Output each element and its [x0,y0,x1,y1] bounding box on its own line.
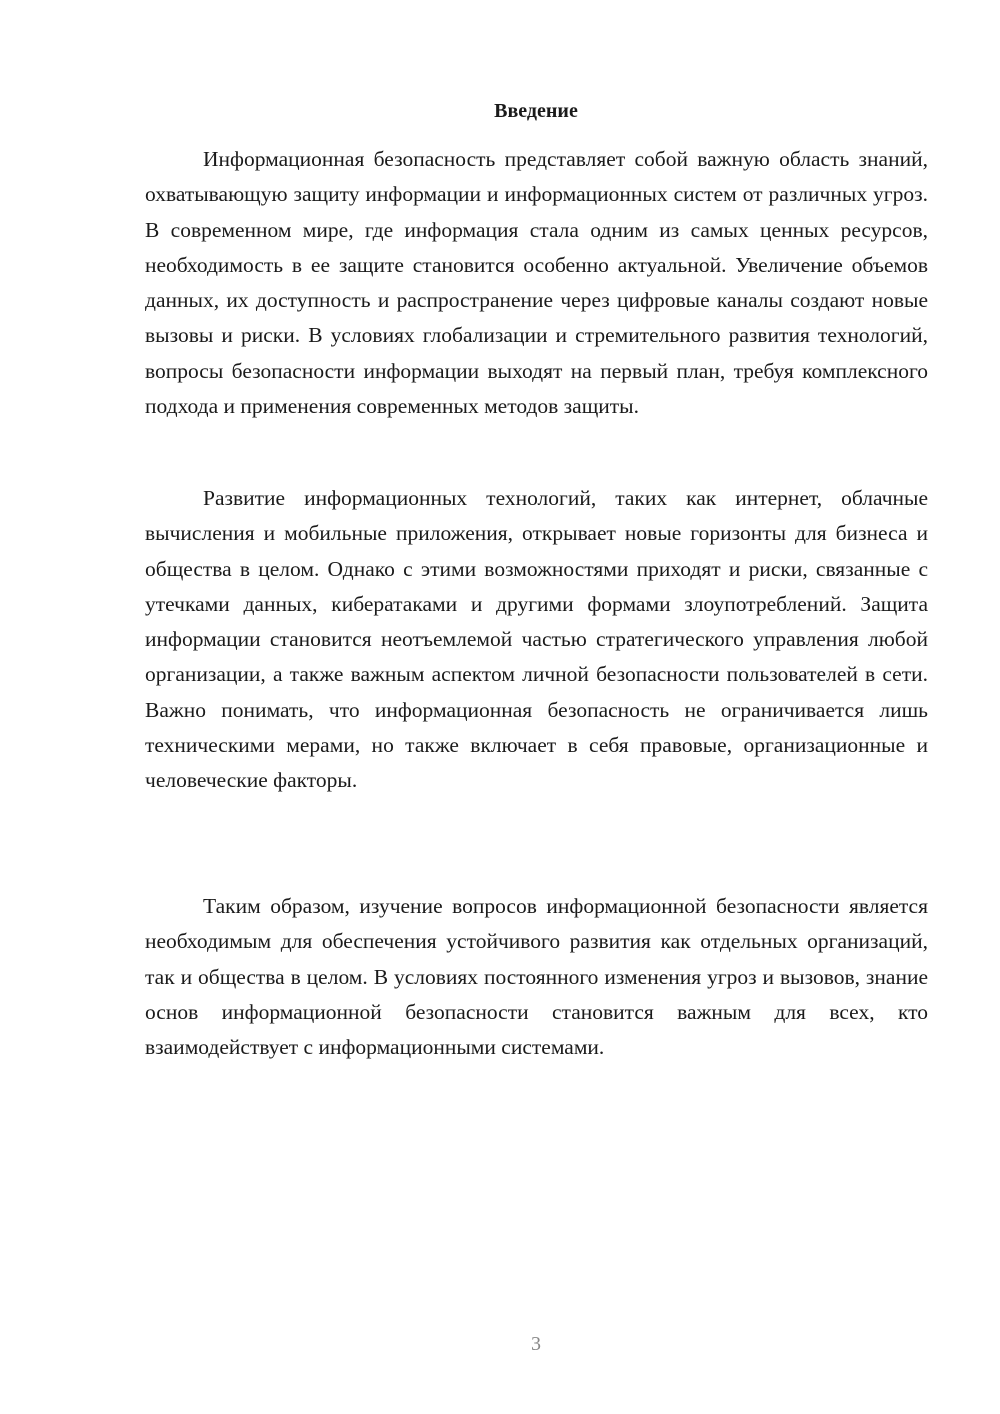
page-number: 3 [531,1333,541,1355]
section-heading: Введение [494,100,578,122]
paragraph-3: Таким образом, изучение вопросов информационной безопасности является необходимым для обеспечения устойчивого развития как отдельных организаций, так и общества в целом. В условиях постоянного изменения угроз и вызовов, знание основ информационной безопасности становится важным для всех, кто взаимодействует с информационными системами. [145,894,928,1060]
paragraph-1: Информационная безопасность представляет собой важную область знаний, охватывающую защиту информации и информационных систем от различных угроз. В современном мире, где информация стала одним из самых ценных ресурсов, необходимость в ее защите становится особенно актуальной. Увеличение объемов данных, их доступность и распространение через цифровые каналы создают новые вызовы и риски. В условиях глобализации и стремительного развития технологий, вопросы безопасности информации выходят на первый план, требуя комплексного подхода и применения современных методов защиты. [145,147,928,419]
paragraph-2: Развитие информационных технологий, таких как интернет, облачные вычисления и мобильные приложения, открывает новые горизонты для бизнеса и общества в целом. Однако с этими возможностями приходят и риски, связанные с утечками данных, кибератаками и другими формами злоупотреблений. Защита информации становится неотъемлемой частью стратегического управления любой организации, а также важным аспектом личной безопасности пользователей в сети. Важно понимать, что информационная безопасность не ограничивается лишь техническими мерами, но также включает в себя правовые, организационные и человеческие факторы. [145,486,928,793]
